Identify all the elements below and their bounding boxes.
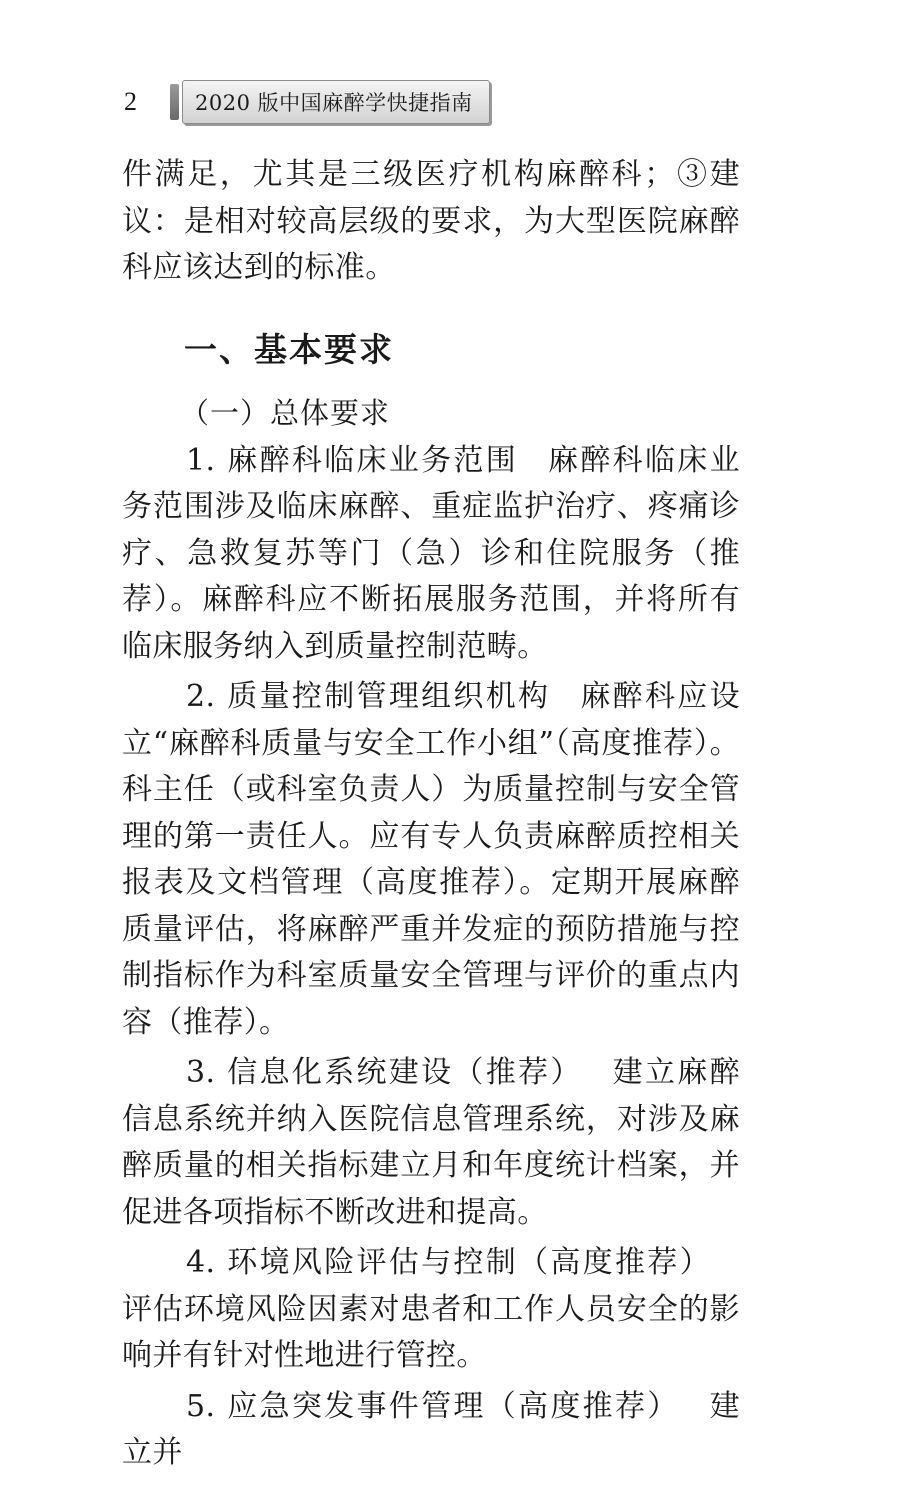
item-text: 麻醉科临床业务范围涉及临床麻醉、重症监护治疗、疼痛诊疗、急救复苏等门（急）诊和住院服务（推荐）。麻醉科应不断拓展服务范围，并将所有临床服务纳入到质量控制范畴。 <box>122 442 740 664</box>
item-heading: 5. 应急突发事件管理（高度推荐） <box>186 1388 680 1424</box>
running-title: 2020 版中国麻醉学快捷指南 <box>182 80 490 124</box>
item-text: 评估环境风险因素对患者和工作人员安全的影响并有针对性地进行管控。 <box>122 1291 740 1373</box>
section-title: 一、基本要求 <box>184 329 394 369</box>
item-paragraph <box>122 438 740 671</box>
item-text: 建立麻醉信息系统并纳入医院信息管理系统，对涉及麻醉质量的相关指标建立月和年度统计档案，并促进各项指标不断改进和提高。 <box>122 1055 740 1230</box>
item-paragraph <box>122 674 740 1046</box>
item-heading: 1. 麻醉科临床业务范围 <box>186 442 519 478</box>
page-header <box>124 80 490 124</box>
page-number: 2 <box>124 87 137 116</box>
item-text: 麻醉科应设立“麻醉科质量与安全工作小组”（高度推荐）。科主任（或科室负责人）为质量控制与安全管理的第一责任人。应有专人负责麻醉质控相关报表及文档管理（高度推荐）。定期开展麻醉质量评估，将麻醉严重并发症的预防措施与控制指标作为科室质量安全管理与评价的重点内容（推荐）。 <box>122 679 741 1040</box>
item-paragraph <box>122 1050 740 1236</box>
header-tab-marker <box>170 84 179 120</box>
subsection-title: （一）总体要求 <box>180 395 391 430</box>
item-paragraph <box>122 1240 740 1380</box>
item-heading: 2. 质量控制管理组织机构 <box>186 679 551 714</box>
item-paragraph <box>122 1384 740 1477</box>
item-heading: 3. 信息化系统建设（推荐） <box>186 1055 583 1090</box>
item-text: 建立并 <box>122 1388 740 1470</box>
page-body <box>122 152 740 1477</box>
item-heading: 4. 环境风险评估与控制（高度推荐） <box>186 1245 710 1280</box>
intro-paragraph: 件满足，尤其是三级医疗机构麻醉科；③建议：是相对较高层级的要求，为大型医院麻醉科应该达到的标准。 <box>122 157 740 285</box>
